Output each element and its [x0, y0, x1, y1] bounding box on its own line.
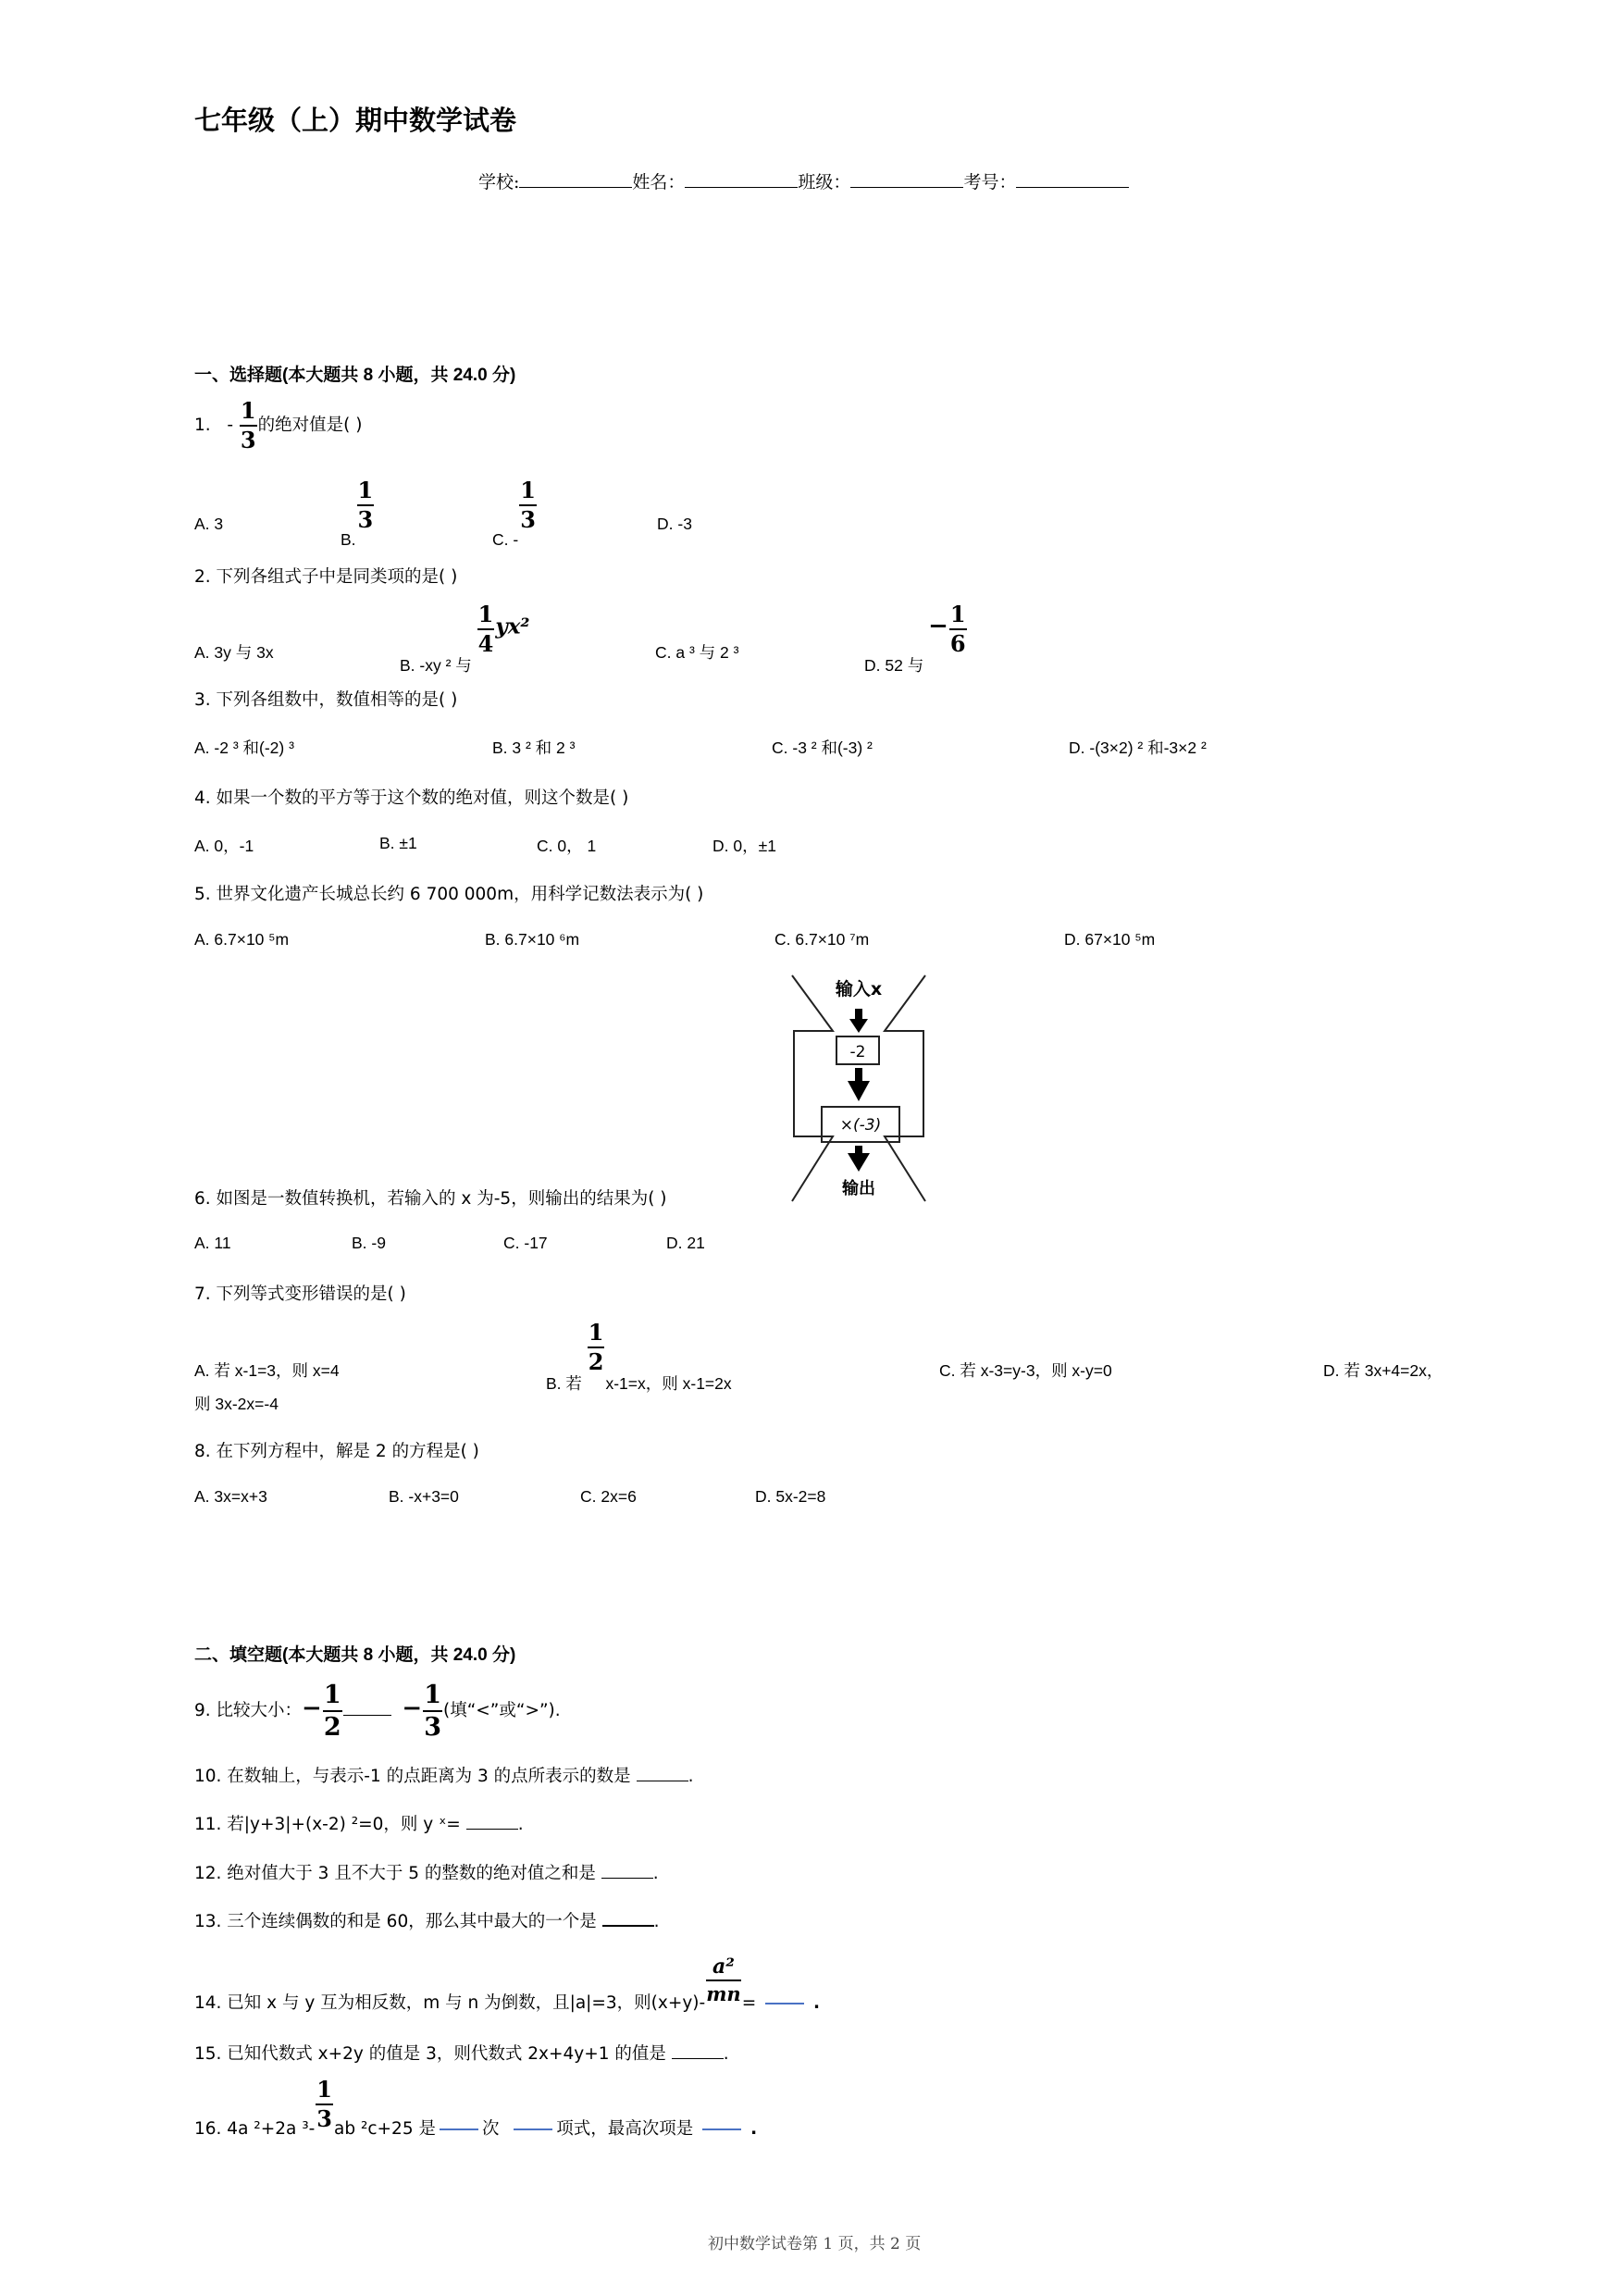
question-5: 5. 世界文化遗产长城总长约 6 700 000m，用科学记数法表示为( ) — [194, 885, 704, 904]
q15-blank[interactable] — [672, 2057, 724, 2059]
q8-option-a: A. 3x=x+3 — [194, 1487, 267, 1506]
q2-option-d: D. 52 与 − $\frac{1}{6}$ — [864, 601, 966, 675]
q6-option-b: B. -9 — [352, 1234, 386, 1252]
q5-option-c: C. 6.7×10 ⁷m — [774, 930, 870, 949]
q7-option-b: B. 若 $\frac{1}{2}$ x-1=x，则 x-1=2x — [546, 1319, 732, 1393]
arrow-down-icon — [849, 1019, 868, 1033]
question-3: 3. 下列各组数中，数值相等的是( ) — [194, 690, 458, 710]
q1-text: 的绝对值是( ) — [257, 416, 363, 435]
diagram-left-frame — [792, 975, 833, 1201]
diagram-box-1-label: -2 — [849, 1043, 866, 1061]
question-4: 4. 如果一个数的平方等于这个数的绝对值，则这个数是( ) — [194, 788, 629, 808]
name-label: 姓名： — [632, 172, 686, 192]
q4-option-d: D. 0，±1 — [712, 837, 776, 855]
page-title: 七年级（上）期中数学试卷 — [194, 105, 517, 136]
question-10: 10. 在数轴上，与表示-1 的点距离为 3 的点所表示的数是 . — [194, 1767, 694, 1786]
school-label: 学校: — [478, 172, 520, 192]
q1-number: 1. — [194, 416, 211, 435]
section-1-title: 一、选择题(本大题共 8 小题，共 24.0 分) — [194, 366, 516, 385]
question-11: 11. 若|y+3|+(x-2) ²=0，则 y ˣ= . — [194, 1815, 524, 1834]
q8-option-b: B. -x+3=0 — [389, 1487, 459, 1506]
arrow-down-icon — [848, 1081, 870, 1101]
q9-blank[interactable] — [343, 1714, 391, 1716]
q7-option-c: C. 若 x-3=y-3，则 x-y=0 — [939, 1361, 1112, 1380]
diagram-input-label: 输入x — [835, 979, 883, 999]
diagram-box-2-label: ×(-3) — [839, 1116, 882, 1135]
question-8: 8. 在下列方程中，解是 2 的方程是( ) — [194, 1442, 479, 1461]
q16-blank-degree[interactable] — [440, 2128, 478, 2130]
q5-option-b: B. 6.7×10 ⁶m — [485, 930, 580, 949]
arrow-down-icon — [848, 1153, 870, 1172]
q4-option-b: B. ±1 — [379, 834, 417, 852]
q13-blank[interactable] — [602, 1924, 654, 1927]
class-label: 班级： — [798, 172, 851, 192]
q1-option-c: C. - $\frac{1}{3}$ — [492, 477, 536, 549]
question-13: 13. 三个连续偶数的和是 60，那么其中最大的一个是 . — [194, 1912, 660, 1931]
question-15: 15. 已知代数式 x+2y 的值是 3，则代数式 2x+4y+1 的值是 . — [194, 2044, 729, 2064]
question-7: 7. 下列等式变形错误的是( ) — [194, 1285, 406, 1304]
q12-blank[interactable] — [601, 1877, 653, 1879]
q6-option-a: A. 11 — [194, 1234, 231, 1252]
question-14: 14. 已知 x 与 y 互为相反数，m 与 n 为倒数，且|a|=3，则(x+y)- $\frac{\text{a²}}{mn}$ = . — [194, 1955, 821, 2013]
school-blank[interactable] — [519, 186, 632, 188]
q1-sign: - — [227, 416, 233, 435]
q16-blank-highest-term[interactable] — [702, 2128, 741, 2130]
student-info-line — [478, 168, 1129, 193]
q3-option-d: D. -(3×2) ² 和-3×2 ² — [1069, 738, 1207, 757]
q8-option-c: C. 2x=6 — [580, 1487, 637, 1506]
page-footer: 初中数学试卷第 1 页，共 2 页 — [708, 2235, 922, 2253]
q1-option-d: D. -3 — [657, 515, 692, 533]
q5-option-d: D. 67×10 ⁵m — [1064, 930, 1156, 949]
section-2-title: 二、填空题(本大题共 8 小题，共 24.0 分) — [194, 1645, 516, 1665]
q8-option-d: D. 5x-2=8 — [755, 1487, 826, 1506]
q3-option-c: C. -3 ² 和(-3) ² — [772, 738, 873, 757]
question-9: 9. 比较大小：− $\frac{1}{2}$ − $\frac{1}{3}$ (填“<”或“>”). — [194, 1681, 561, 1742]
q4-option-a: A. 0，-1 — [194, 837, 254, 855]
question-2: 2. 下列各组式子中是同类项的是( ) — [194, 567, 458, 587]
q1-option-a: A. 3 — [194, 515, 224, 533]
q3-option-b: B. 3 ² 和 2 ³ — [492, 738, 576, 757]
q4-option-c: C. 0， 1 — [537, 837, 597, 855]
q2-option-b: B. -xy ² 与 $\frac{1}{4}$ yx² — [400, 601, 530, 675]
question-16: 16. 4a ²+2a ³- $\frac{1}{3}$ ab ²c+25 是 次 项式，最高次项是 . — [194, 2076, 758, 2139]
question-1 — [194, 397, 363, 453]
q16-blank-terms[interactable] — [514, 2128, 552, 2130]
exam-no-blank[interactable] — [1016, 186, 1129, 188]
q14-blank[interactable] — [765, 2002, 804, 2004]
q1-option-b: B. $\frac{1}{3}$ — [341, 477, 374, 549]
q7-option-d-continued: 则 3x-2x=-4 — [194, 1395, 279, 1413]
name-blank[interactable] — [685, 186, 798, 188]
q2-option-a: A. 3y 与 3x — [194, 643, 274, 662]
q6-option-d: D. 21 — [666, 1234, 705, 1252]
question-6: 6. 如图是一数值转换机，若输入的 x 为-5，则输出的结果为( ) — [194, 1189, 667, 1209]
q2-option-c: C. a ³ 与 2 ³ — [655, 643, 739, 662]
q3-option-a: A. -2 ³ 和(-2) ³ — [194, 738, 294, 757]
conversion-machine-diagram — [788, 972, 929, 1205]
q1-fraction: $\frac{1}{3}$ — [240, 397, 256, 453]
q10-blank[interactable] — [637, 1780, 688, 1781]
q11-blank[interactable] — [466, 1828, 518, 1830]
diagram-right-frame — [885, 975, 925, 1201]
q6-option-c: C. -17 — [503, 1234, 548, 1252]
exam-no-label: 考号： — [963, 172, 1017, 192]
q7-option-d: D. 若 3x+4=2x， — [1323, 1361, 1443, 1380]
q5-option-a: A. 6.7×10 ⁵m — [194, 930, 290, 949]
diagram-output-label: 输出 — [842, 1179, 875, 1198]
question-12: 12. 绝对值大于 3 且不大于 5 的整数的绝对值之和是 . — [194, 1864, 659, 1883]
q7-option-a: A. 若 x-1=3，则 x=4 — [194, 1361, 340, 1380]
class-blank[interactable] — [850, 186, 963, 188]
